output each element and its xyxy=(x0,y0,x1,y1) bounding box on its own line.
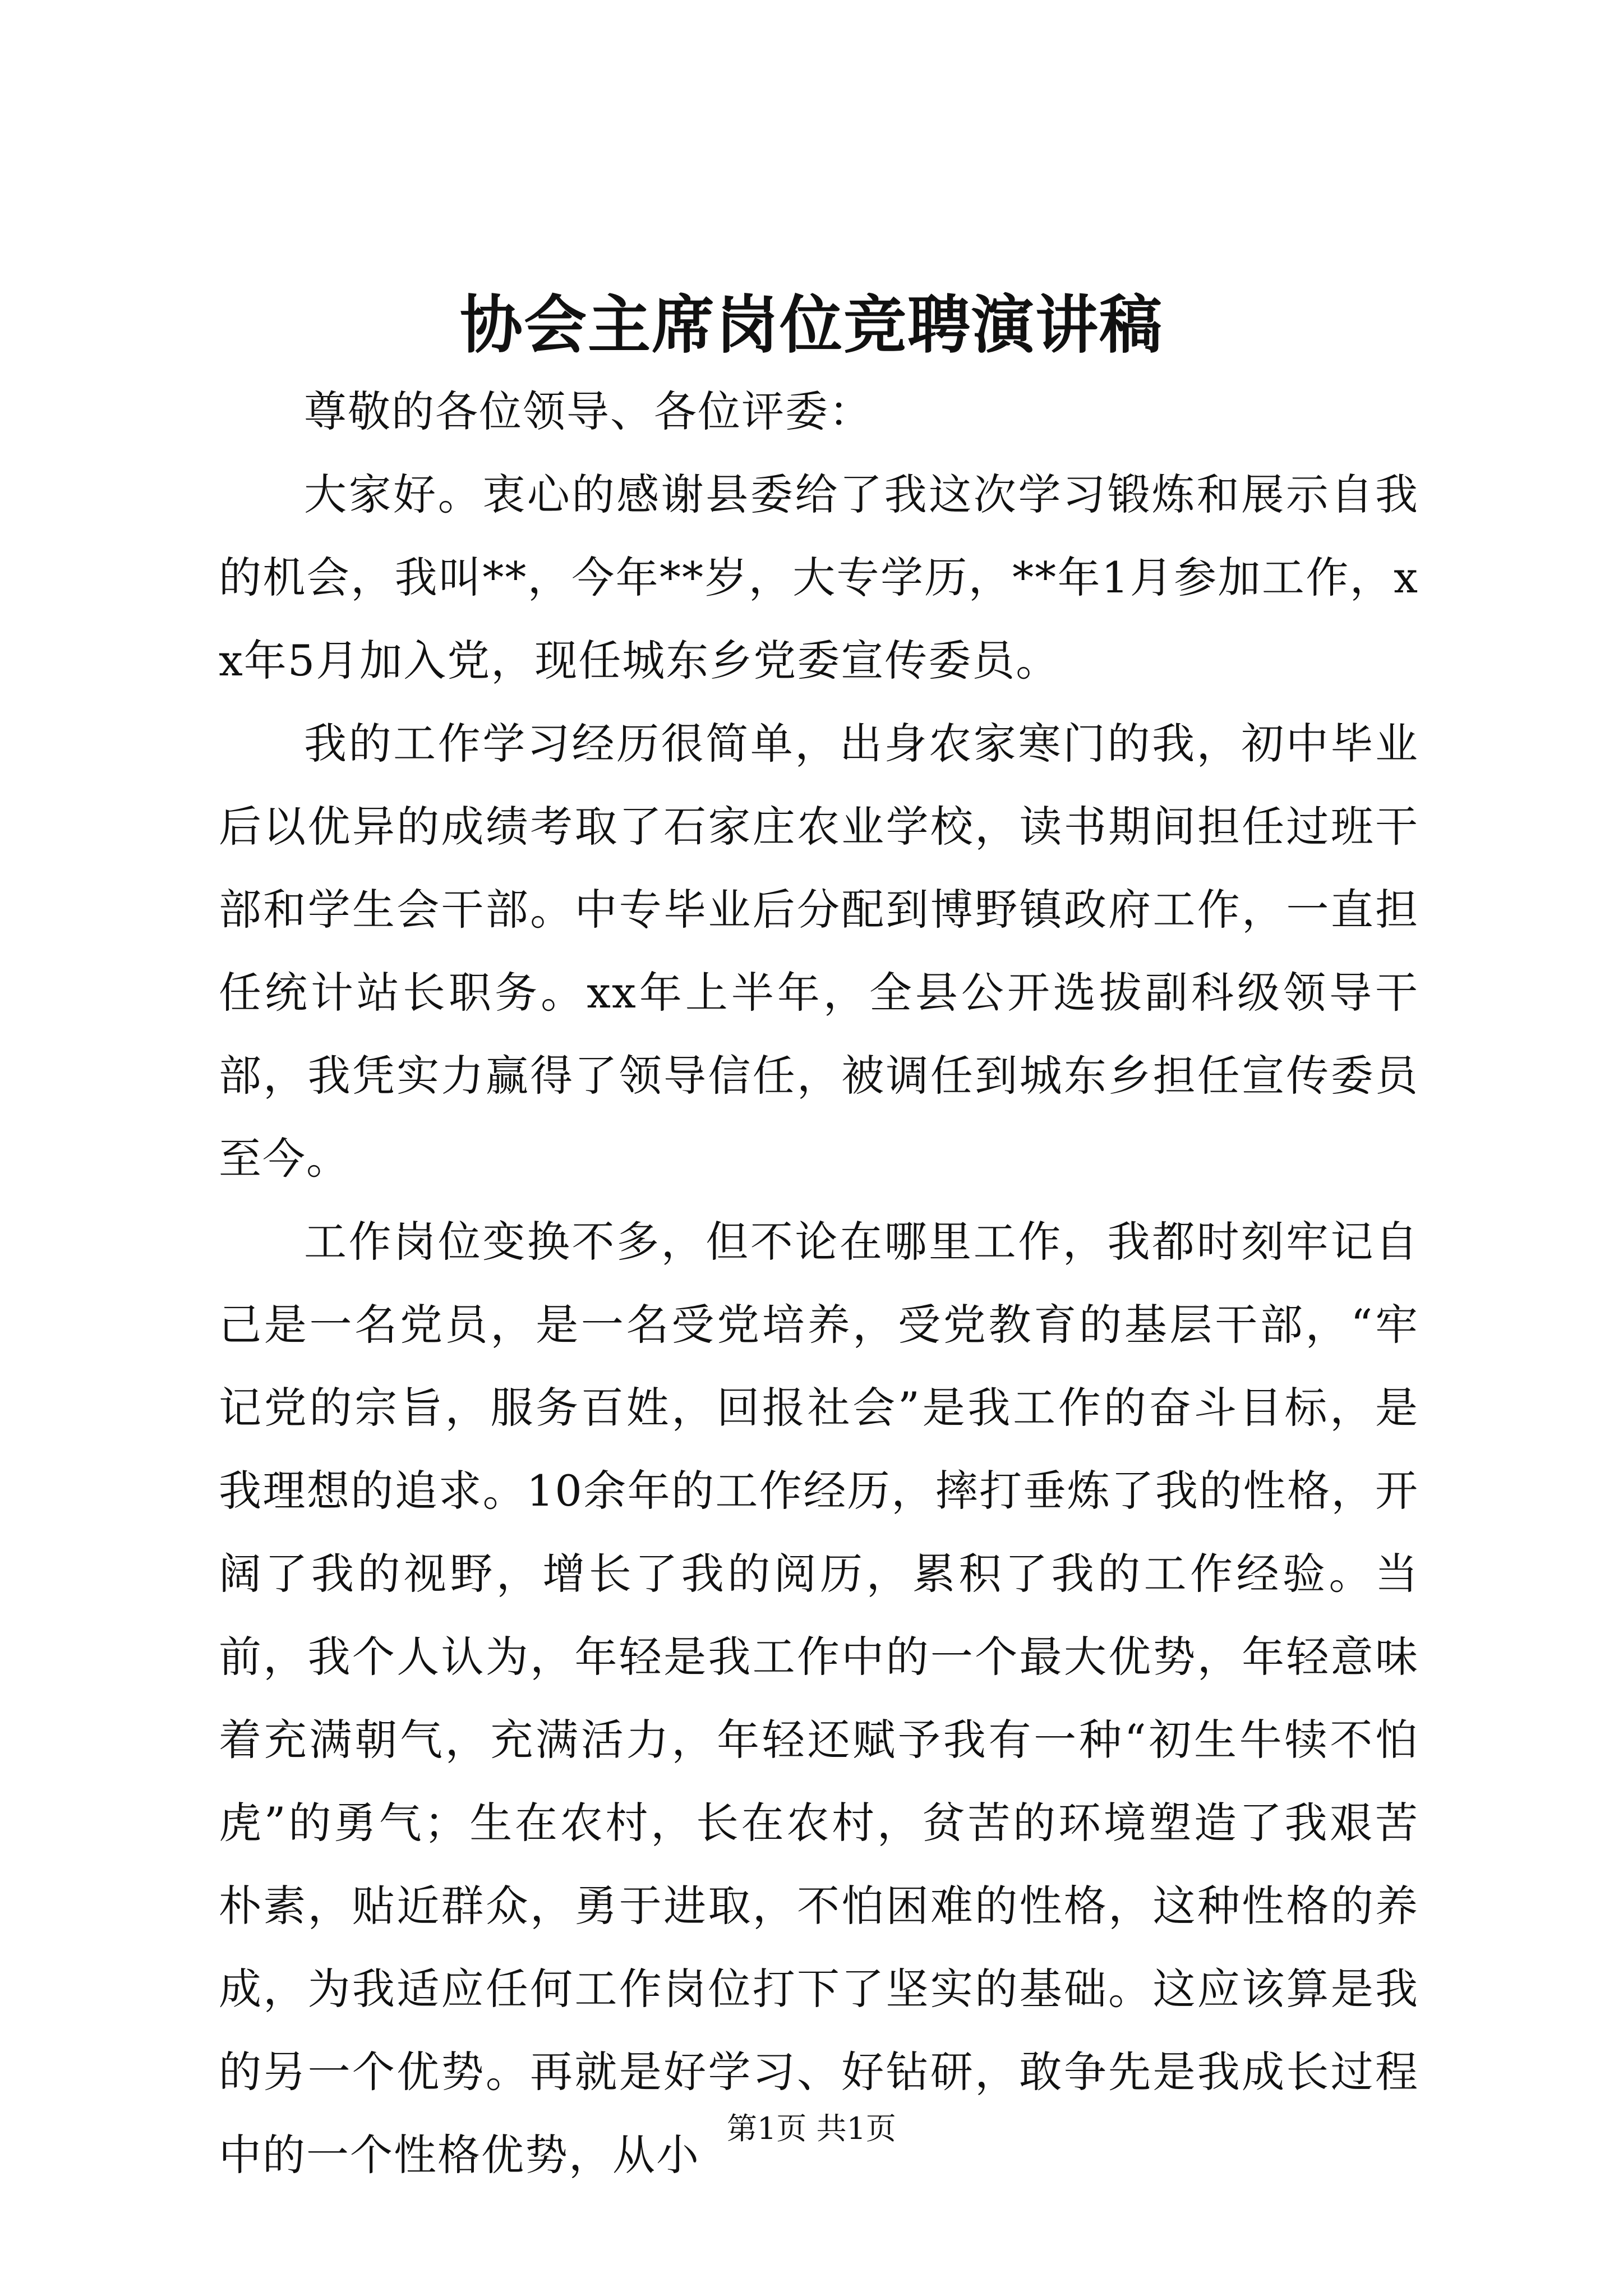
document-title: 协会主席岗位竞聘演讲稿 xyxy=(460,288,1163,362)
strengths-paragraph: 工作岗位变换不多，但不论在哪里工作，我都时刻牢记自己是一名党员，是一名受党培养，受党教育的基层干部，“牢记党的宗旨，服务百姓，回报社会”是我工作的奋斗目标，是我理想的追求。10余年的工作经历，摔打垂炼了我的性格，开阔了我的视野，增长了我的阅历，累积了我的工作经验。当前，我个人认为，年轻是我工作中的一个最大优势，年轻意味着充满朝气，充满活力，年轻还赋予我有一种“初生牛犊不怕虎”的勇气；生在农村，长在农村，贫苦的环境塑造了我艰苦朴素，贴近群众，勇于进取，不怕困难的性格，这种性格的养成，为我适应任何工作岗位打下了坚实的基础。这应该算是我的另一个优势。再就是好学习、好钻研，敢争先是我成长过程中的一个性格优势，从小 xyxy=(219,1217,1419,2180)
introduction-paragraph: 大家好。衷心的感谢县委给了我这次学习锻炼和展示自我的机会，我叫**，今年**岁，大专学历，**年1月参加工作，xx年5月加入党，现任城东乡党委宣传委员。 xyxy=(219,470,1419,685)
salutation-paragraph: 尊敬的各位领导、各位评委： xyxy=(304,386,873,436)
experience-paragraph: 我的工作学习经历很简单，出身农家寒门的我，初中毕业后以优异的成绩考取了石家庄农业学校，读书期间担任过班干部和学生会干部。中专毕业后分配到博野镇政府工作，一直担任统计站长职务。xx年上半年，全县公开选拔副科级领导干部，我凭实力赢得了领导信任，被调任到城东乡担任宣传委员至今。 xyxy=(219,719,1419,1184)
page-footer: 第1页 共1页 xyxy=(727,2111,896,2146)
document-body xyxy=(219,370,1419,2197)
